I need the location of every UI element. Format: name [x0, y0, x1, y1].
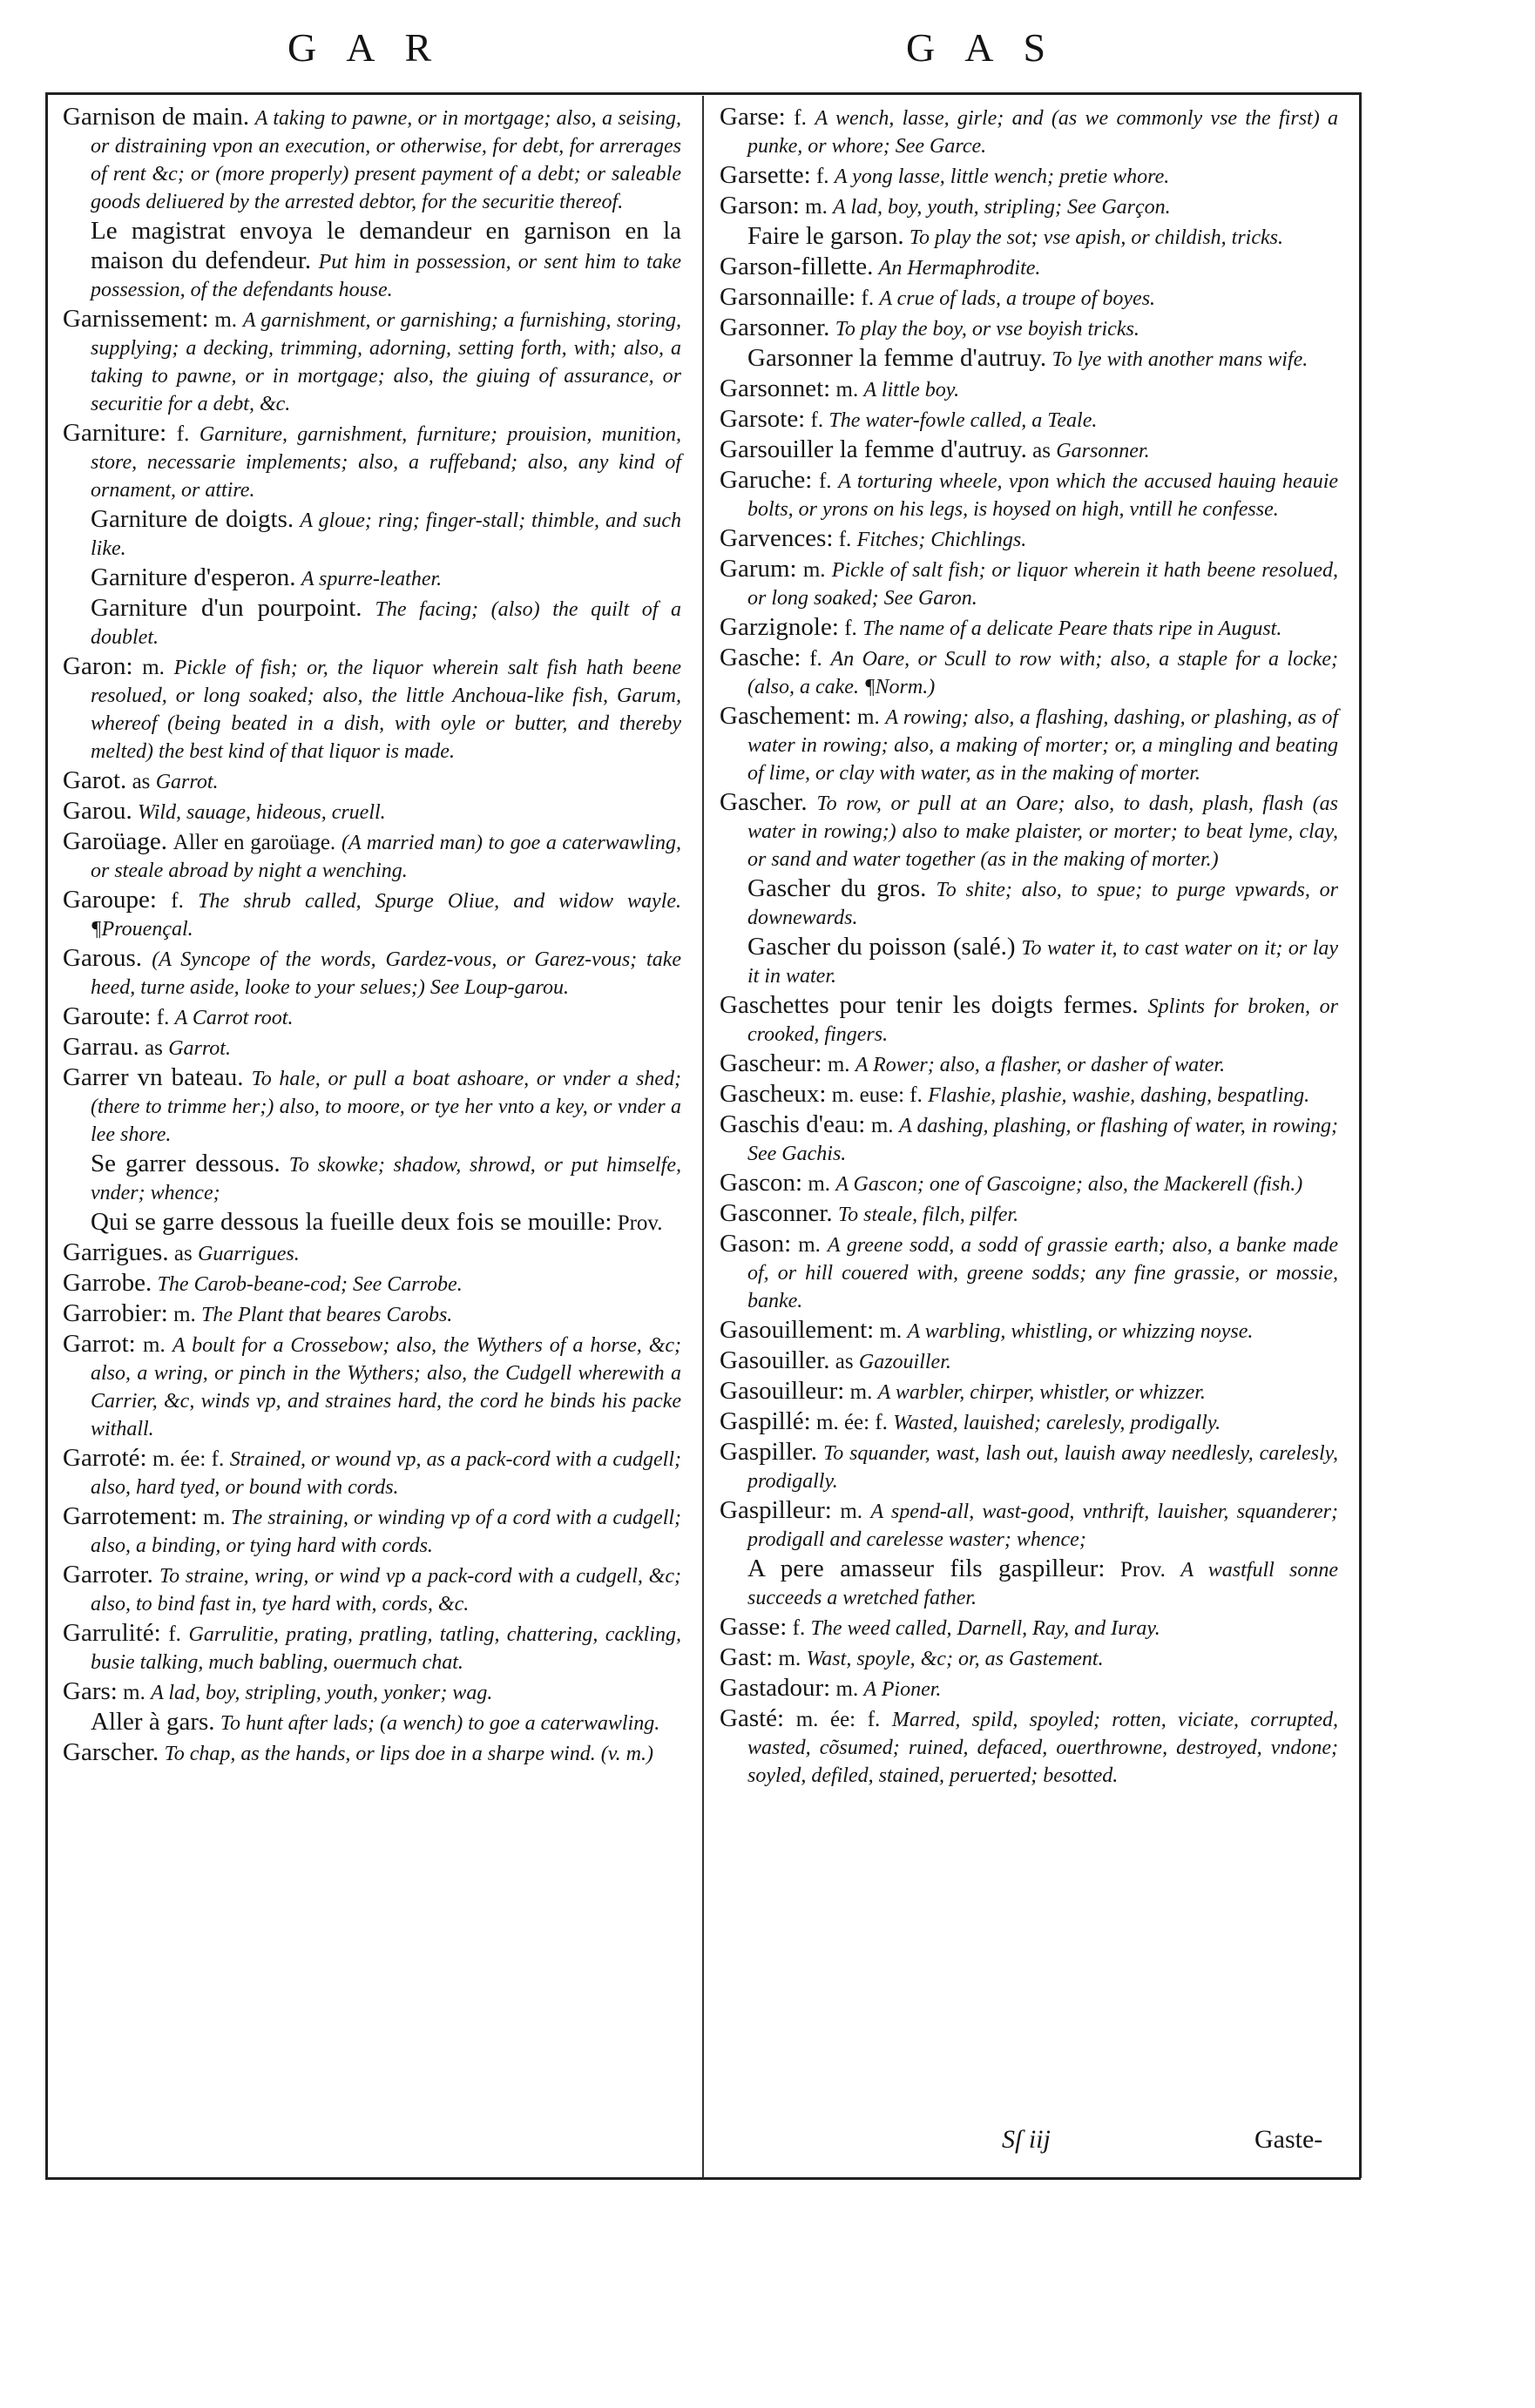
- dictionary-entry: [63, 563, 681, 593]
- dictionary-entry: [720, 314, 1338, 343]
- dictionary-entry: [63, 944, 681, 1002]
- entry-grammar: f.: [176, 422, 190, 446]
- entry-definition: The name of a delicate Peare thats ripe in August.: [862, 617, 1282, 640]
- entry-headword: Garnison de main.: [63, 103, 250, 131]
- entry-grammar: m.: [798, 1233, 821, 1257]
- entry-grammar: f.: [809, 647, 822, 671]
- entry-definition: A greene sodd, a sodd of grassie earth; also, a banke made of, or hill couered with, greene sodds; any fine grassie, or mossie, banke.: [747, 1234, 1339, 1312]
- dictionary-entry: [63, 766, 681, 796]
- entry-definition: To row, or pull at an Oare; also, to dash, plash, flash (as water in rowing;) also to make plaister, or morter; to beat lyme, clay, or sand and water together (as in the making of morter.): [747, 793, 1339, 871]
- dictionary-entry: [63, 505, 681, 563]
- entry-definition: To lye with another mans wife.: [1052, 348, 1308, 371]
- entry-definition: A Pioner.: [863, 1678, 942, 1701]
- entry-headword: Garrobe.: [63, 1269, 152, 1297]
- entry-headword: Garrotement:: [63, 1502, 198, 1530]
- dictionary-entry: [63, 1738, 681, 1768]
- dictionary-entry: [63, 1150, 681, 1207]
- entry-headword: Gars:: [63, 1677, 118, 1705]
- entry-headword: Garvences:: [720, 524, 834, 552]
- entry-grammar: Prov.: [617, 1211, 663, 1235]
- signature-mark: Sſ iij: [1002, 2125, 1051, 2154]
- entry-definition: A yong lasse, little wench; pretie whore.: [834, 165, 1170, 188]
- dictionary-entry: [720, 283, 1338, 313]
- entry-grammar: f.: [792, 1616, 806, 1640]
- entry-definition: To water it, to cast water on it; or lay it in water.: [747, 937, 1339, 988]
- dictionary-entry: [720, 933, 1338, 990]
- dictionary-entry: [63, 217, 681, 304]
- entry-definition: To straine, wring, or wind vp a pack-cord with a cudgell, &c; also, to bind fast in, tye hard with, cords, &c.: [91, 1565, 681, 1615]
- entry-headword: Garniture d'un pourpoint.: [91, 594, 362, 622]
- entry-headword: Gascheux:: [720, 1080, 827, 1108]
- entry-headword: Garsonnaille:: [720, 283, 856, 311]
- dictionary-entry: [720, 1230, 1338, 1315]
- entry-headword: Garrigues.: [63, 1238, 169, 1266]
- dictionary-entry: [720, 1438, 1338, 1495]
- entry-definition: The Carob-beane-cod; See Carrobe.: [157, 1273, 463, 1296]
- entry-grammar: as: [145, 1036, 163, 1060]
- entry-grammar: m.: [857, 705, 880, 729]
- entry-headword: Gasse:: [720, 1613, 788, 1641]
- entry-grammar: m. ée: f.: [816, 1411, 888, 1434]
- entry-definition: To chap, as the hands, or lips doe in a sharpe wind. (v. m.): [164, 1743, 653, 1765]
- entry-definition: A torturing wheele, vpon which the accused hauing heauie bolts, or yrons on his legs, is hoysed on high, vntill he confesse.: [747, 470, 1339, 521]
- entry-headword: Garscher.: [63, 1738, 159, 1766]
- entry-definition: Garrot.: [168, 1037, 231, 1060]
- dictionary-entry: [720, 1169, 1338, 1198]
- entry-grammar: m. euse: f.: [831, 1083, 923, 1107]
- entry-definition: A warbling, whistling, or whizzing noyse.: [907, 1320, 1254, 1343]
- dictionary-entry: [63, 1330, 681, 1443]
- entry-grammar: f.: [810, 408, 824, 432]
- entry-headword: Gasche:: [720, 644, 801, 671]
- dictionary-entry: [720, 1704, 1338, 1790]
- dictionary-entry: [63, 1063, 681, 1149]
- entry-definition: The facing; (also) the quilt of a doublet.: [91, 598, 682, 649]
- entry-headword: Garrot:: [63, 1330, 136, 1358]
- dictionary-entry: [720, 1377, 1338, 1406]
- entry-definition: A garnishment, or garnishing; a furnishing, storing, supplying; a decking, trimming, adorning, setting forth, with; also, a taking to pawne, or in mortgage; also, the giuing of assurance, or securitie for a debt, &c.: [91, 309, 682, 415]
- entry-definition: Garniture, garnishment, furniture; prouision, munition, store, necessarie implements; also, a ruffeband; also, any kind of ornament, or attire.: [91, 423, 682, 502]
- dictionary-entry: [63, 1269, 681, 1298]
- dictionary-entry: [720, 253, 1338, 282]
- entry-definition: To steale, filch, pilfer.: [837, 1204, 1019, 1226]
- entry-grammar: Aller en garoüage.: [172, 831, 336, 854]
- entry-grammar: as: [835, 1350, 854, 1373]
- dictionary-entry: [720, 1555, 1338, 1612]
- entry-grammar: f.: [844, 617, 857, 640]
- entry-headword: Garrau.: [63, 1033, 139, 1061]
- right-column: [720, 103, 1338, 1791]
- entry-headword: A pere amasseur fils gaspilleur:: [747, 1555, 1106, 1582]
- dictionary-entry: [63, 1619, 681, 1676]
- dictionary-entry: [63, 1299, 681, 1329]
- entry-headword: Garson:: [720, 192, 800, 219]
- entry-definition: To play the sot; vse apish, or childish, tricks.: [909, 226, 1283, 249]
- entry-headword: Gaspilleur:: [720, 1496, 832, 1524]
- entry-headword: Qui se garre dessous la fueille deux fois se mouille:: [91, 1208, 612, 1236]
- entry-headword: Gascher du gros.: [747, 874, 927, 902]
- entry-grammar: m.: [870, 1114, 894, 1137]
- entry-headword: Garuche:: [720, 466, 813, 494]
- entry-definition: A wastfull sonne succeeds a wretched father.: [747, 1559, 1338, 1609]
- entry-definition: Wast, spoyle, &c; or, as Gastement.: [806, 1648, 1104, 1670]
- entry-definition: Pickle of fish; or, the liquor wherein salt fish hath beene resolued, or long soaked; also, the little Anchoua-like fish, Garum, whereof (being beated in a dish, with oyle or butter, and thereby melted) the best kind of that liquor is made.: [91, 657, 682, 763]
- entry-headword: Gasouilleur:: [720, 1377, 845, 1405]
- dictionary-entry: [63, 1502, 681, 1560]
- entry-headword: Garsouiller la femme d'autruy.: [720, 435, 1027, 463]
- entry-definition: Garrot.: [155, 771, 219, 793]
- entry-grammar: m.: [123, 1681, 145, 1704]
- entry-definition: To play the boy, or vse boyish tricks.: [835, 318, 1139, 341]
- entry-grammar: as: [132, 770, 151, 793]
- entry-grammar: m.: [835, 378, 859, 401]
- entry-definition: To squander, wast, lash out, lauish away needlesly, carelesly, prodigally.: [747, 1442, 1339, 1493]
- dictionary-entry: [720, 788, 1338, 873]
- entry-grammar: f.: [794, 106, 807, 130]
- entry-definition: Fitches; Chichlings.: [856, 529, 1027, 551]
- dictionary-entry: [720, 405, 1338, 435]
- entry-grammar: m.: [849, 1380, 873, 1404]
- dictionary-entry: [720, 1316, 1338, 1346]
- frame-left: [45, 92, 48, 2178]
- entry-grammar: m. ée: f.: [795, 1708, 881, 1731]
- entry-grammar: m.: [879, 1319, 903, 1343]
- dictionary-entry: [63, 1208, 681, 1238]
- entry-headword: Garrulité:: [63, 1619, 161, 1647]
- entry-headword: Garous.: [63, 944, 143, 972]
- entry-grammar: m.: [805, 195, 828, 219]
- dictionary-entry: [720, 1407, 1338, 1437]
- dictionary-entry: [720, 555, 1338, 612]
- dictionary-entry: [720, 644, 1338, 701]
- entry-definition: Flashie, plashie, washie, dashing, bespatling.: [928, 1084, 1310, 1107]
- dictionary-entry: [720, 192, 1338, 221]
- entry-headword: Gaschettes pour tenir les doigts fermes.: [720, 991, 1139, 1019]
- entry-headword: Le magistrat envoya le demandeur en garnison en la maison du defendeur.: [91, 217, 681, 274]
- entry-definition: A Rower; also, a flasher, or dasher of water.: [855, 1054, 1226, 1076]
- entry-grammar: m.: [808, 1172, 831, 1196]
- entry-definition: A spend-all, wast-good, vnthrift, lauisher, squanderer; prodigall and carelesse waster; whence;: [747, 1501, 1339, 1551]
- dictionary-entry: [720, 374, 1338, 404]
- entry-headword: Garsonner la femme d'autruy.: [747, 344, 1047, 372]
- entry-definition: A taking to pawne, or in mortgage; also, a seising, or distraining vpon an execution, or otherwise, for debt, for arrerages of rent &c; or (more properly) present payment of a debt; or saleable goods deliuered by the arrested debtor, for the securitie thereof.: [91, 107, 682, 213]
- entry-grammar: m.: [835, 1677, 859, 1701]
- entry-definition: To hunt after lads; (a wench) to goe a caterwawling.: [220, 1712, 660, 1735]
- entry-headword: Gascher.: [720, 788, 808, 816]
- entry-headword: Garoupe:: [63, 886, 157, 914]
- entry-headword: Garzignole:: [720, 613, 839, 641]
- dictionary-entry: [720, 1080, 1338, 1110]
- entry-grammar: Prov.: [1119, 1558, 1166, 1582]
- dictionary-entry: [720, 466, 1338, 523]
- entry-definition: A dashing, plashing, or flashing of water, in rowing; See Gachis.: [747, 1115, 1339, 1165]
- entry-headword: Garoute:: [63, 1002, 152, 1030]
- entry-headword: Garniture de doigts.: [91, 505, 294, 533]
- entry-definition: A gloue; ring; finger-stall; thimble, and such like.: [91, 509, 681, 560]
- dictionary-entry: [720, 222, 1338, 252]
- dictionary-entry: [720, 1613, 1338, 1642]
- dictionary-entry: [720, 1643, 1338, 1673]
- dictionary-entry: [720, 1496, 1338, 1554]
- dictionary-entry: [63, 1708, 681, 1737]
- dictionary-entry: [63, 1033, 681, 1062]
- entry-headword: Garum:: [720, 555, 797, 583]
- dictionary-entry: [720, 991, 1338, 1049]
- entry-grammar: m.: [173, 1303, 196, 1326]
- entry-definition: Gazouiller.: [858, 1351, 951, 1373]
- entry-headword: Gasouillement:: [720, 1316, 875, 1344]
- dictionary-entry: [63, 305, 681, 418]
- running-head-left: GAR: [287, 25, 462, 70]
- entry-grammar: m.: [203, 1506, 226, 1529]
- entry-definition: A lad, boy, stripling, youth, yonker; wag.: [151, 1682, 493, 1704]
- entry-headword: Gaschis d'eau:: [720, 1110, 866, 1138]
- entry-definition: A crue of lads, a troupe of boyes.: [879, 287, 1156, 310]
- entry-headword: Garot.: [63, 766, 127, 794]
- entry-headword: Gasouiller.: [720, 1346, 830, 1374]
- entry-grammar: m.: [778, 1647, 801, 1670]
- entry-definition: Wasted, lauished; carelesly, prodigally.: [893, 1412, 1221, 1434]
- entry-grammar: f.: [861, 287, 875, 310]
- entry-grammar: as: [1032, 439, 1051, 462]
- entry-definition: To hale, or pull a boat ashoare, or vnder a shed; (there to trimme her;) also, to moore, or tye her vnto a key, or vnder a lee shore.: [91, 1068, 682, 1146]
- dictionary-entry: [63, 886, 681, 943]
- dictionary-entry: [63, 594, 681, 651]
- entry-grammar: f.: [168, 1622, 181, 1646]
- entry-headword: Garrer vn bateau.: [63, 1063, 244, 1091]
- entry-definition: An Oare, or Scull to row with; also, a staple for a locke; (also, a cake. ¶Norm.): [747, 648, 1339, 698]
- entry-definition: Guarrigues.: [198, 1243, 300, 1265]
- entry-headword: Garse:: [720, 103, 786, 131]
- entry-headword: Gast:: [720, 1643, 774, 1671]
- entry-headword: Garroté:: [63, 1444, 147, 1472]
- entry-definition: Garsonner.: [1056, 440, 1150, 462]
- running-head-right: GAS: [906, 25, 1076, 70]
- entry-definition: To shite; also, to spue; to purge vpwards, or downewards.: [747, 879, 1339, 929]
- entry-grammar: m.: [214, 308, 238, 332]
- entry-headword: Faire le garson.: [747, 222, 904, 250]
- entry-definition: The Plant that beares Carobs.: [201, 1304, 453, 1326]
- entry-headword: Garsote:: [720, 405, 806, 433]
- entry-definition: A lad, boy, youth, stripling; See Garçon.: [833, 196, 1171, 219]
- entry-definition: The straining, or winding vp of a cord with a cudgell; also, a binding, or tying hard with cords.: [91, 1507, 682, 1557]
- entry-headword: Garnissement:: [63, 305, 209, 333]
- dictionary-entry: [63, 419, 681, 504]
- entry-definition: Strained, or wound vp, as a pack-cord with a cudgell; also, hard tyed, or bound with cords.: [91, 1448, 682, 1499]
- entry-headword: Gascher du poisson (salé.): [747, 933, 1016, 961]
- entry-grammar: m.: [142, 656, 165, 679]
- entry-headword: Gascon:: [720, 1169, 803, 1197]
- dictionary-entry: [63, 1238, 681, 1268]
- dictionary-entry: [720, 874, 1338, 932]
- entry-definition: (A Syncope of the words, Gardez-vous, or Garez-vous; take heed, turne aside, looke to your selues;) See Loup-garou.: [91, 948, 682, 999]
- entry-headword: Gaspillé:: [720, 1407, 811, 1435]
- dictionary-entry: [720, 1346, 1338, 1376]
- entry-headword: Garson-fillette.: [720, 253, 874, 280]
- catchword: Gaste-: [1254, 2125, 1323, 2154]
- entry-headword: Garsonnet:: [720, 374, 831, 402]
- dictionary-entry: [720, 103, 1338, 160]
- entry-headword: Gaschement:: [720, 702, 852, 730]
- entry-definition: A spurre-leather.: [301, 568, 443, 590]
- entry-headword: Garon:: [63, 652, 133, 680]
- dictionary-entry: [720, 161, 1338, 191]
- entry-headword: Se garrer dessous.: [91, 1150, 281, 1177]
- entry-headword: Gaspiller.: [720, 1438, 817, 1466]
- entry-headword: Garsette:: [720, 161, 811, 189]
- entry-definition: A Gascon; one of Gascoigne; also, the Mackerell (fish.): [835, 1173, 1303, 1196]
- entry-grammar: m. ée: f.: [152, 1447, 225, 1471]
- dictionary-entry: [720, 1110, 1338, 1168]
- dictionary-entry: [63, 1444, 681, 1501]
- entry-grammar: f.: [171, 889, 184, 913]
- entry-grammar: as: [173, 1242, 193, 1265]
- dictionary-entry: [63, 103, 681, 216]
- entry-headword: Gascheur:: [720, 1049, 822, 1077]
- dictionary-entry: [63, 652, 681, 766]
- left-column: [63, 103, 681, 1769]
- entry-headword: Garou.: [63, 797, 132, 825]
- entry-grammar: m.: [840, 1500, 863, 1523]
- entry-definition: Garrulitie, prating, pratling, tatling, chattering, cackling, busie talking, much babling, ouermuch chat.: [91, 1623, 682, 1674]
- entry-headword: Gasconner.: [720, 1199, 833, 1227]
- entry-definition: Pickle of salt fish; or liquor wherein it hath beene resolued, or long soaked; See Garon.: [747, 559, 1339, 610]
- dictionary-entry: [720, 613, 1338, 643]
- entry-grammar: m.: [802, 558, 826, 582]
- dictionary-entry: [720, 435, 1338, 465]
- dictionary-entry: [720, 1674, 1338, 1703]
- entry-headword: Gason:: [720, 1230, 792, 1258]
- dictionary-entry: [63, 1561, 681, 1618]
- entry-definition: The water-fowle called, a Teale.: [828, 409, 1098, 432]
- entry-definition: Wild, sauage, hideous, cruell.: [138, 801, 386, 824]
- entry-definition: A Carrot root.: [174, 1007, 294, 1029]
- dictionary-entry: [720, 1049, 1338, 1079]
- dictionary-entry: [720, 1199, 1338, 1229]
- entry-headword: Garniture d'esperon.: [91, 563, 296, 591]
- entry-headword: Garroter.: [63, 1561, 153, 1588]
- entry-definition: A little boy.: [863, 379, 960, 401]
- entry-grammar: f.: [838, 528, 852, 551]
- entry-headword: Gastadour:: [720, 1674, 831, 1702]
- entry-grammar: f.: [156, 1006, 170, 1029]
- dictionary-entry: [720, 344, 1338, 374]
- dictionary-entry: [63, 797, 681, 826]
- dictionary-entry: [720, 702, 1338, 787]
- dictionary-entry: [63, 1002, 681, 1032]
- entry-headword: Garsonner.: [720, 314, 830, 341]
- entry-definition: A boult for a Crossebow; also, the Wythers of a horse, &c; also, a wring, or pinch in the Wythers; also, the Cudgell wherewith a Carrier, &c, winds vp, and straines hard, the cord he binds his packe withall.: [91, 1334, 682, 1440]
- entry-definition: A wench, lasse, girle; and (as we commonly vse the first) a punke, or whore; See Garce.: [747, 107, 1338, 158]
- dictionary-entry: [63, 827, 681, 885]
- entry-headword: Garrobier:: [63, 1299, 168, 1327]
- entry-definition: Marred, spild, spoyled; rotten, viciate, corrupted, wasted, cõsumed; ruined, defaced, ouerthrowne, destroyed, vndone; soyled, defiled, stained, peruerted; besotted.: [747, 1709, 1338, 1787]
- entry-grammar: m.: [143, 1333, 166, 1357]
- column-divider: [702, 96, 704, 2177]
- entry-definition: A rowing; also, a flashing, dashing, or plashing, as of water in rowing; also, a making of morter; or, a mingling and beating of lime, or clay with water, as in the making of morter.: [747, 706, 1338, 785]
- entry-grammar: m.: [827, 1053, 850, 1076]
- dictionary-entry: [63, 1677, 681, 1707]
- entry-definition: Splints for broken, or crooked, fingers.: [747, 995, 1339, 1046]
- top-rule: [45, 92, 1361, 95]
- bottom-rule: [45, 2177, 1361, 2180]
- entry-headword: Garoüage.: [63, 827, 167, 855]
- entry-definition: Put him in possession, or sent him to take possession, of the defendants house.: [91, 251, 681, 301]
- entry-definition: To skowke; shadow, shrowd, or put himselfe, vnder; whence;: [91, 1154, 681, 1204]
- entry-definition: A warbler, chirper, whistler, or whizzer.: [877, 1381, 1206, 1404]
- entry-grammar: f.: [815, 165, 829, 188]
- entry-definition: (A married man) to goe a caterwawling, or steale abroad by night a wenching.: [91, 832, 682, 882]
- entry-definition: The shrub called, Spurge Oliue, and widow wayle. ¶Prouençal.: [91, 890, 682, 941]
- frame-right: [1359, 92, 1362, 2178]
- entry-headword: Gasté:: [720, 1704, 785, 1732]
- dictionary-entry: [720, 524, 1338, 554]
- entry-definition: The weed called, Darnell, Ray, and Iuray.: [810, 1617, 1160, 1640]
- entry-headword: Aller à gars.: [91, 1708, 215, 1736]
- entry-grammar: f.: [818, 469, 832, 493]
- entry-headword: Garniture:: [63, 419, 167, 447]
- entry-definition: An Hermaphrodite.: [878, 257, 1041, 280]
